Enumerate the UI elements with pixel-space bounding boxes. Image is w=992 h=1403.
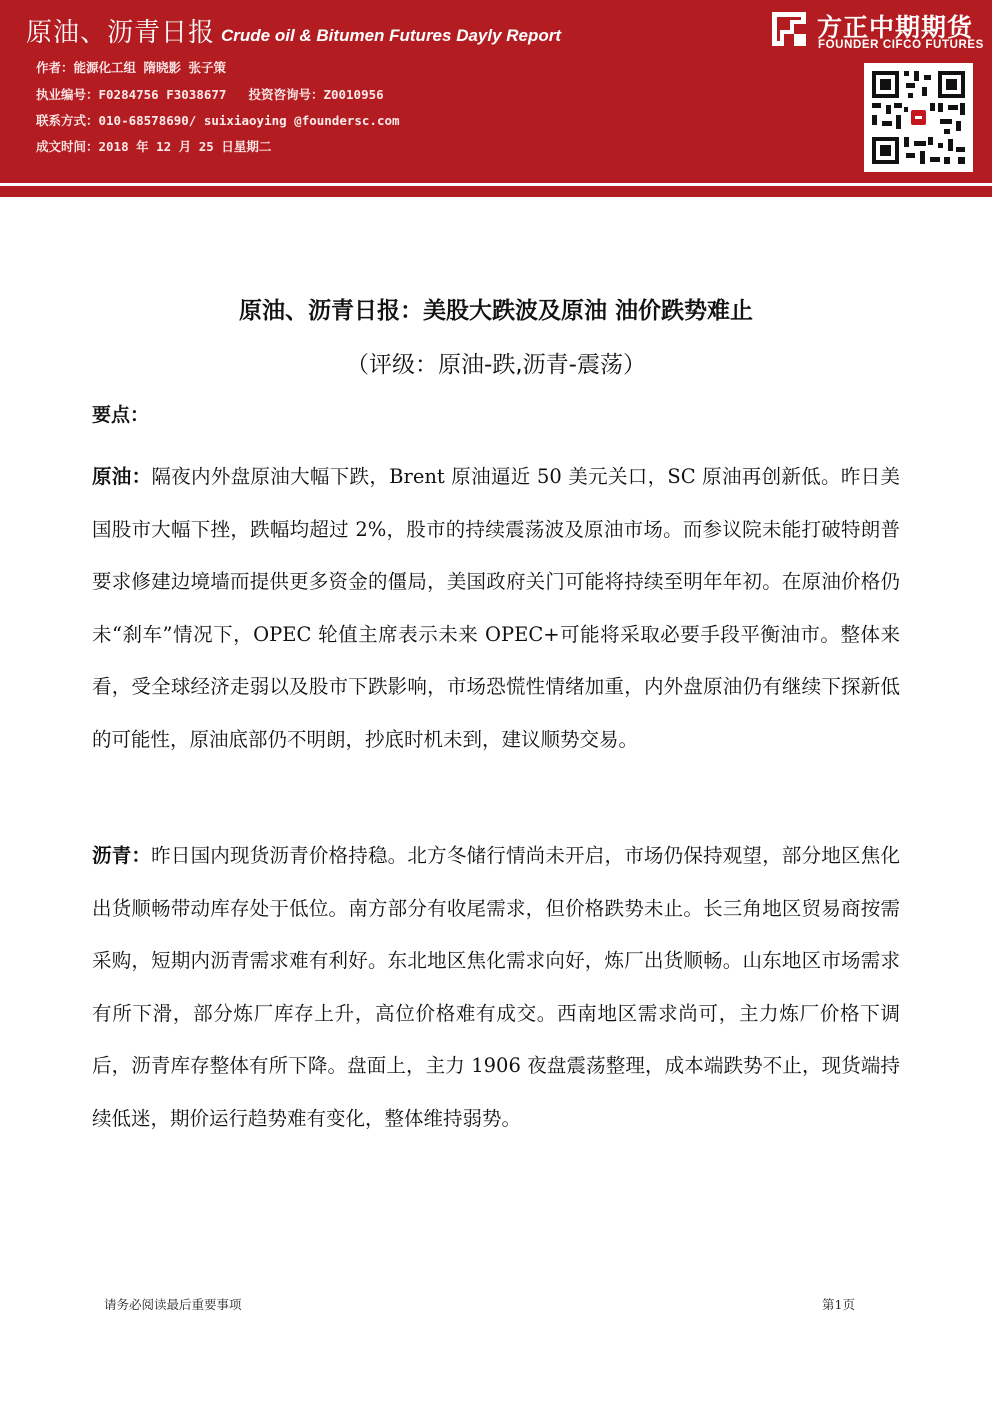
header-title xyxy=(26,12,561,49)
qr-code-icon xyxy=(864,63,973,172)
bitumen-paragraph xyxy=(92,830,900,1145)
footer-notice: 请务必阅读最后重要事项 xyxy=(104,1297,242,1312)
header-title-en: Crude oil & Bitumen Futures Dayly Report xyxy=(221,26,562,45)
logo-name-cn: 方正中期期货 xyxy=(817,13,974,42)
logo-name-en: FOUNDER CIFCO FUTURES xyxy=(818,39,984,51)
company-logo xyxy=(770,8,984,54)
founder-logo-icon xyxy=(770,10,808,48)
bitumen-text: 昨日国内现货沥青价格持稳。北方冬储行情尚未开启，市场仍保持观望，部分地区焦化出货顺畅带动库存处于低位。南方部分有收尾需求，但价格跌势未止。长三角地区贸易商按需采购，短期内沥青需求难有利好。东北地区焦化需求向好，炼厂出货顺畅。山东地区市场需求有所下滑，部分炼厂库存上升，高位价格难有成交。西南地区需求尚可，主力炼厂价格下调后，沥青库存整体有所下降。盘面上，主力 1906 夜盘震荡整理，成本端跌势不止，现货端持续低迷，期价运行趋势难有变化，整体维持弱势。 xyxy=(92,844,900,1130)
report-header xyxy=(0,0,992,183)
header-title-cn: 原油、沥青日报 xyxy=(26,18,216,48)
advisory-number: 投资咨询号：Z0010956 xyxy=(248,87,384,102)
crude-oil-label: 原油： xyxy=(92,465,152,488)
report-rating: （评级：原油-跌,沥青-震荡） xyxy=(346,352,646,378)
date-line: 成文时间：2018 年 12 月 25 日星期二 xyxy=(36,139,272,154)
author-line: 作者：能源化工组 隋晓影 张子策 xyxy=(36,60,227,75)
bitumen-label: 沥青： xyxy=(92,844,152,867)
crude-oil-text: 隔夜内外盘原油大幅下跌，Brent 原油逼近 50 美元关口，SC 原油再创新低。昨日美国股市大幅下挫，跌幅均超过 2%，股市的持续震荡波及原油市场。而参议院未能打破特朗普要求修建边境墙而提供更多资金的僵局，美国政府关门可能将持续至明年年初。在原油价格仍未“刹车”情况下，OPEC 轮值主席表示未来 OPEC+可能将采取必要手段平衡油市。整体来看，受全球经济走弱以及股市下跌影响，市场恐慌性情绪加重，内外盘原油仍有继续下探新低的可能性，原油底部仍不明朗，抄底时机未到，建议顺势交易。 xyxy=(92,465,900,751)
license-number: 执业编号：F0284756 F3038677 xyxy=(36,87,227,102)
page-number: 第1页 xyxy=(822,1297,855,1312)
report-title: 原油、沥青日报：美股大跌波及原油 油价跌势难止 xyxy=(238,298,753,324)
header-band xyxy=(0,186,992,197)
key-points-heading: 要点： xyxy=(92,404,150,426)
license-line xyxy=(36,85,384,103)
crude-oil-paragraph xyxy=(92,451,900,766)
contact-line: 联系方式：010-68578690/ suixiaoying @foundersc.com xyxy=(36,113,400,128)
